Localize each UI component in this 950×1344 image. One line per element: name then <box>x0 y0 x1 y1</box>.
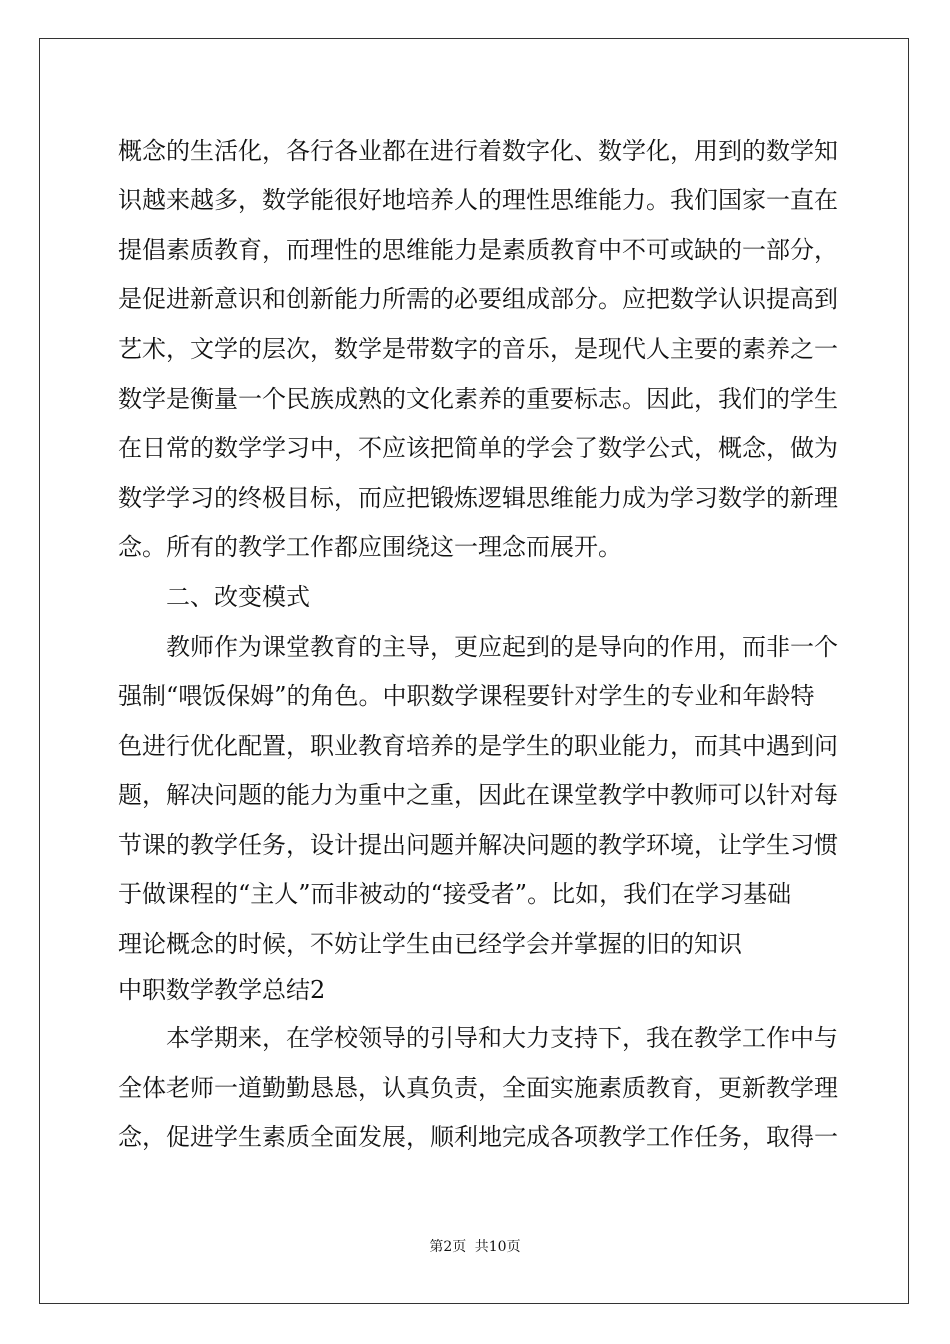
text-line-15: 节课的教学任务，设计提出问题并解决问题的教学环境，让学生习惯 <box>118 831 838 859</box>
text-line-21: 念，促进学生素质全面发展，顺利地完成各项教学工作任务，取得一 <box>118 1123 838 1151</box>
text-line-2: 识越来越多，数学能很好地培养人的理性思维能力。我们国家一直在 <box>118 186 838 214</box>
text-line-1: 概念的生活化，各行各业都在进行着数字化、数学化，用到的数学知 <box>118 137 838 165</box>
text-line-7: 在日常的数学学习中，不应该把简单的学会了数学公式，概念，做为 <box>118 434 838 462</box>
page-border <box>39 38 909 1304</box>
text-line-11: 教师作为课堂教育的主导，更应起到的是导向的作用，而非一个 <box>166 633 838 661</box>
text-line-16: 于做课程的“主人”而非被动的“接受者”。比如，我们在学习基础 <box>118 880 792 908</box>
page-footer <box>0 1236 950 1256</box>
text-line-14: 题，解决问题的能力为重中之重，因此在课堂教学中教师可以针对每 <box>118 781 838 809</box>
text-line-3: 提倡素质教育，而理性的思维能力是素质教育中不可或缺的一部分， <box>118 236 838 264</box>
section-heading: 二、改变模式 <box>166 583 310 611</box>
text-line-12: 强制“喂饭保姆”的角色。中职数学课程要针对学生的专业和年龄特 <box>118 682 815 710</box>
text-line-13: 色进行优化配置，职业教育培养的是学生的职业能力，而其中遇到问 <box>118 732 838 760</box>
text-line-19: 本学期来，在学校领导的引导和大力支持下，我在教学工作中与 <box>166 1024 838 1052</box>
text-line-17: 理论概念的时候，不妨让学生由已经学会并掌握的旧的知识 <box>118 930 742 958</box>
text-line-20: 全体老师一道勤勤恳恳，认真负责，全面实施素质教育，更新教学理 <box>118 1074 838 1102</box>
text-line-6: 数学是衡量一个民族成熟的文化素养的重要标志。因此，我们的学生 <box>118 385 838 413</box>
text-line-5: 艺术，文学的层次，数学是带数字的音乐，是现代人主要的素养之一 <box>118 335 838 363</box>
page-number: 第2页 <box>429 1239 467 1255</box>
text-line-8: 数学学习的终极目标，而应把锻炼逻辑思维能力成为学习数学的新理 <box>118 484 838 512</box>
page-total: 共10页 <box>474 1239 521 1255</box>
text-line-9: 念。所有的教学工作都应围绕这一理念而展开。 <box>118 533 622 561</box>
document-title: 中职数学教学总结2 <box>118 976 326 1004</box>
text-line-4: 是促进新意识和创新能力所需的必要组成部分。应把数学认识提高到 <box>118 285 838 313</box>
